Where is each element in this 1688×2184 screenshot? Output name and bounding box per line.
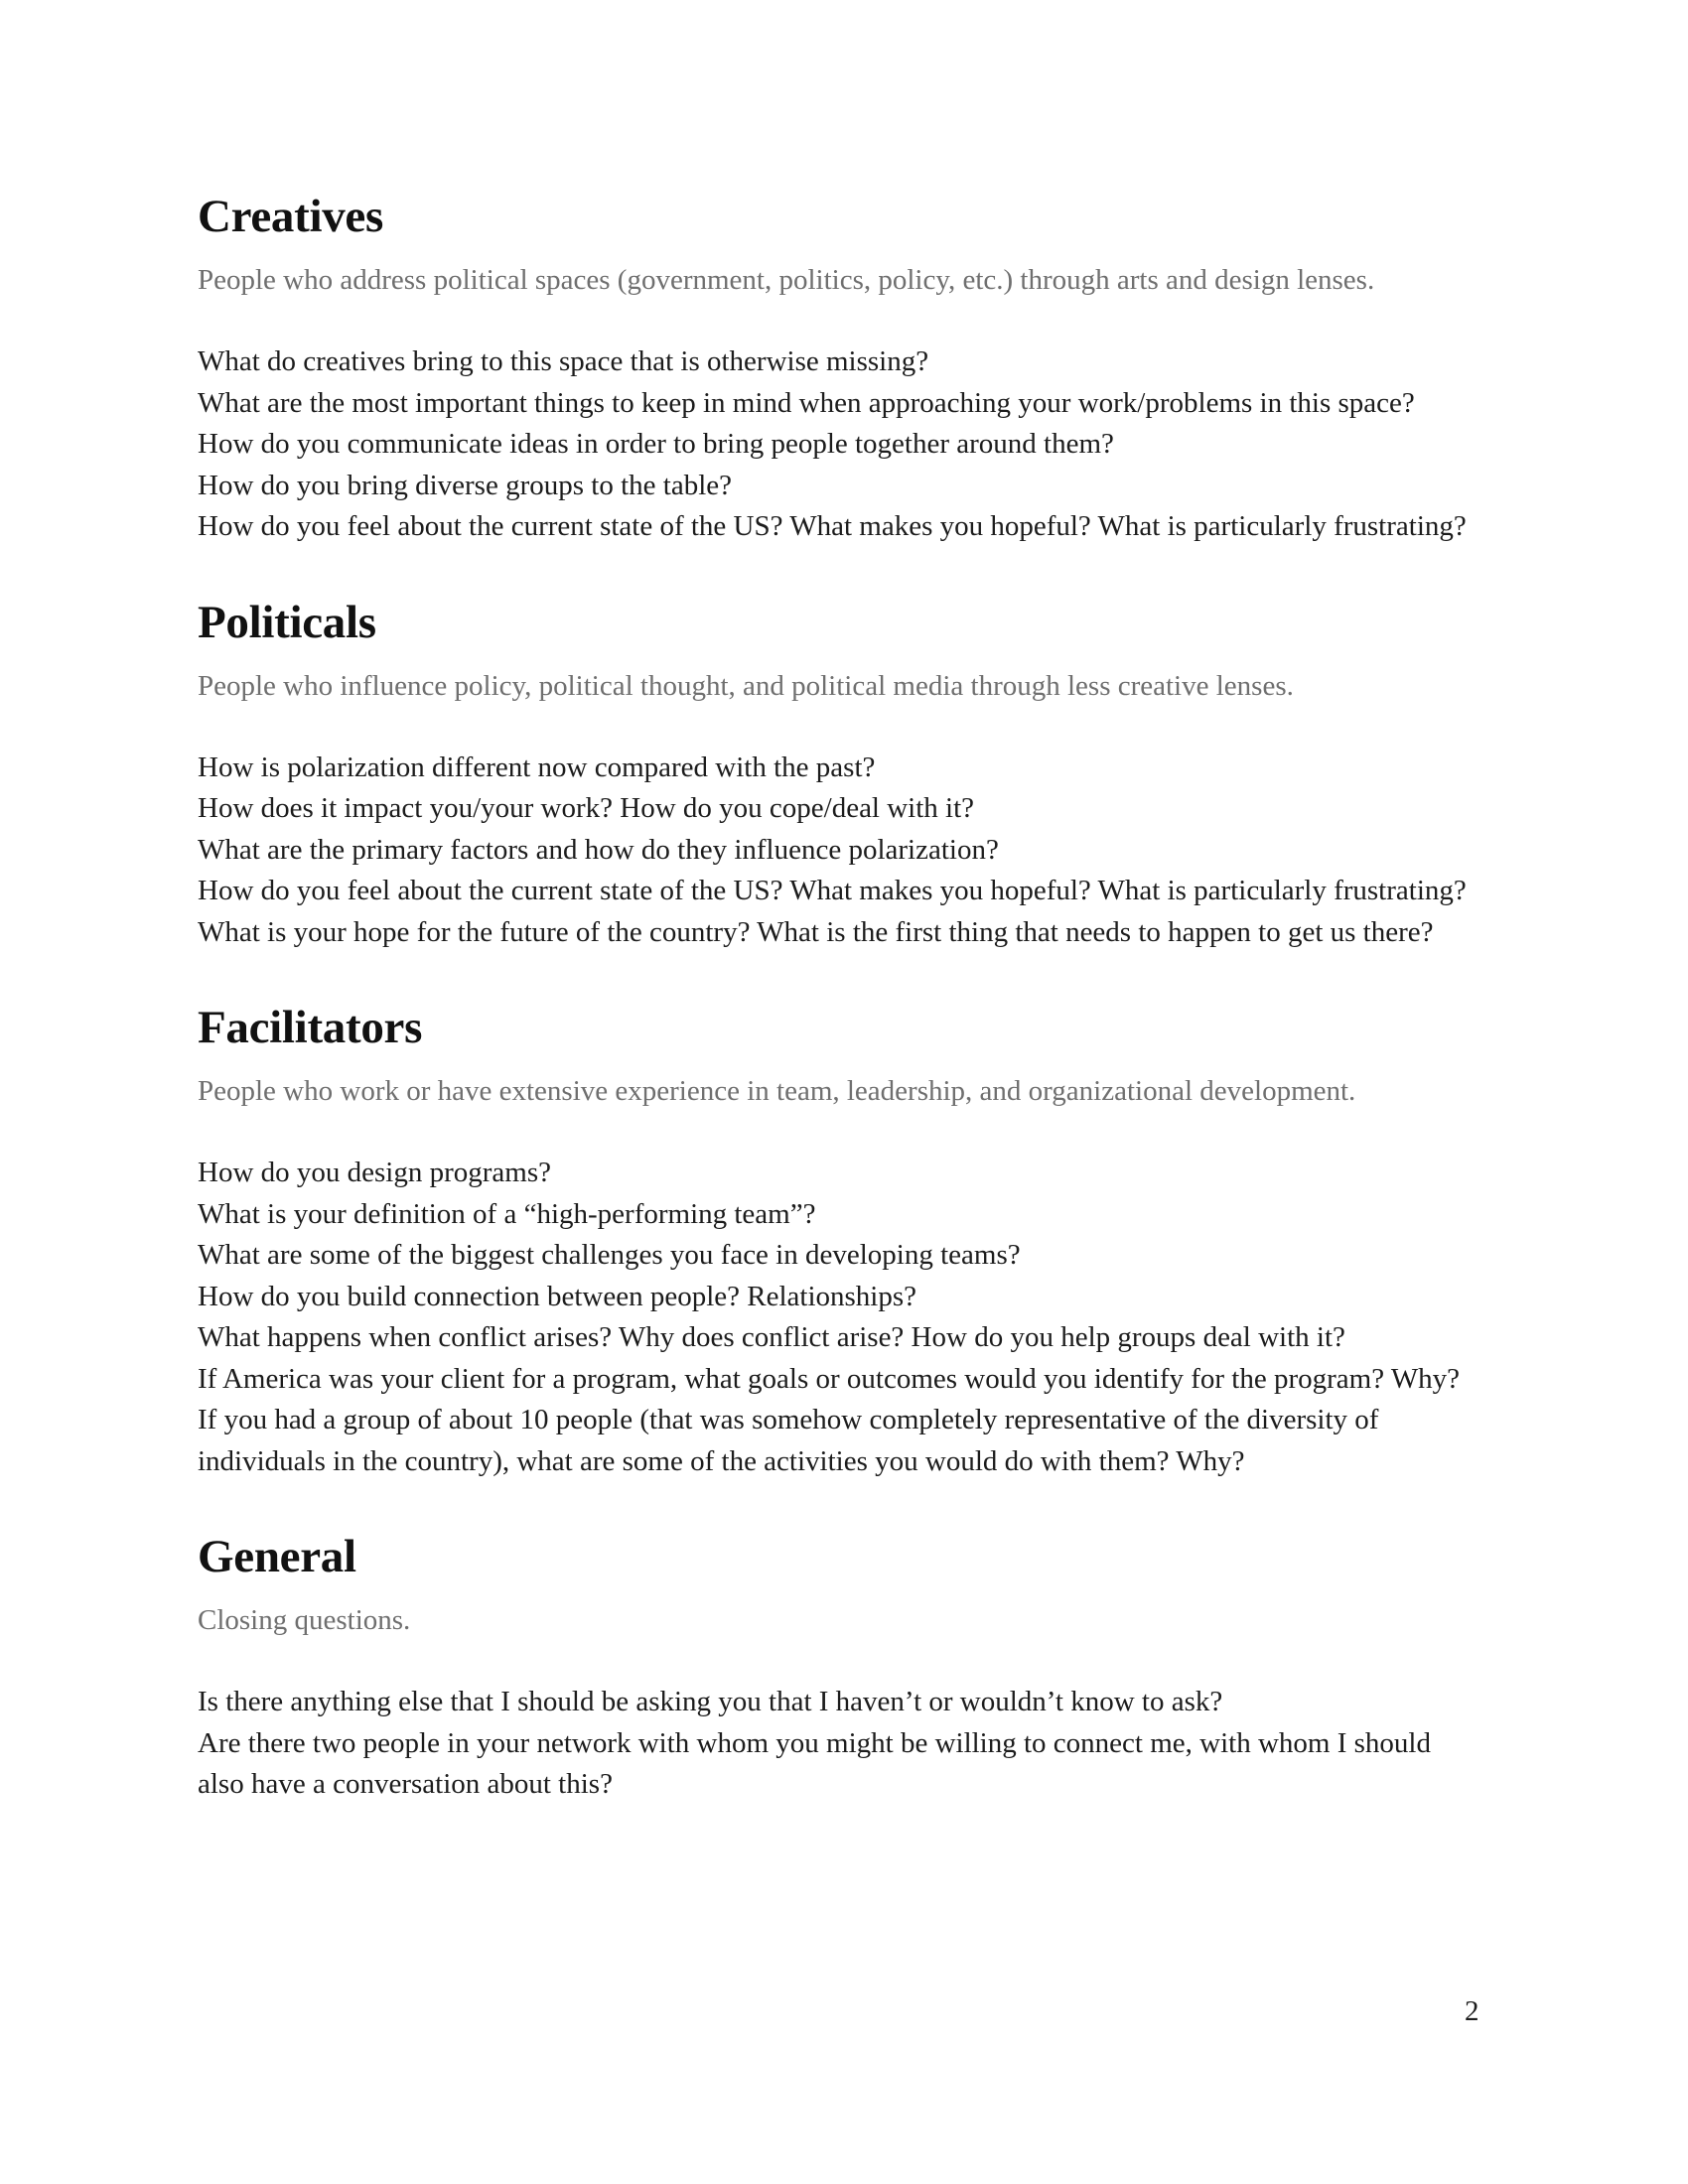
- question-item: How do you design programs?: [198, 1157, 552, 1188]
- question-item: What are some of the biggest challenges you face in developing teams?: [198, 1239, 1021, 1271]
- document-page: [198, 191, 1508, 1857]
- question-item: What happens when conflict arises? Why does conflict arise? How do you help groups deal with it?: [198, 1321, 1345, 1353]
- question-item: What is your definition of a “high-performing team”?: [198, 1197, 816, 1230]
- page-number: 2: [1465, 1995, 1479, 2027]
- question-item: If America was your client for a program, what goals or outcomes would you identify for the program? Why?: [198, 1362, 1461, 1395]
- question-item: What do creatives bring to this space that is otherwise missing?: [198, 345, 929, 377]
- question-item: What is your hope for the future of the country? What is the first thing that needs to happen to get us there?: [198, 915, 1434, 948]
- section-title: General: [198, 1531, 356, 1582]
- section-description: People who influence policy, political thought, and political media through less creative lenses.: [198, 669, 1294, 702]
- question-list: [198, 1153, 1508, 1482]
- question-item: How is polarization different now compared with the past?: [198, 751, 876, 783]
- section-title: Facilitators: [198, 1002, 423, 1053]
- question-list: [198, 748, 1508, 954]
- section-description: Closing questions.: [198, 1604, 411, 1636]
- question-item: If you had a group of about 10 people (that was somehow completely representative of the diversity of individuals in the country), what are some of the activities you would do with them? Why?: [198, 1404, 1379, 1477]
- section-title: Politicals: [198, 596, 376, 648]
- question-list: [198, 1682, 1508, 1806]
- section-politicals: [198, 596, 1508, 954]
- section-title: Creatives: [198, 191, 383, 242]
- question-list: [198, 341, 1508, 548]
- question-item: How do you feel about the current state of the US? What makes you hopeful? What is particularly frustrating?: [198, 875, 1467, 906]
- question-item: How do you build connection between people? Relationships?: [198, 1280, 917, 1312]
- question-item: Is there anything else that I should be asking you that I haven’t or wouldn’t know to ask?: [198, 1686, 1223, 1717]
- section-general: [198, 1531, 1508, 1806]
- question-item: What are the primary factors and how do they influence polarization?: [198, 833, 999, 866]
- section-facilitators: [198, 1002, 1508, 1482]
- section-description: People who work or have extensive experience in team, leadership, and organizational development.: [198, 1075, 1356, 1107]
- question-item: How does it impact you/your work? How do you cope/deal with it?: [198, 792, 975, 824]
- question-item: How do you communicate ideas in order to bring people together around them?: [198, 428, 1114, 460]
- question-item: What are the most important things to keep in mind when approaching your work/problems in this space?: [198, 386, 1415, 419]
- question-item: How do you bring diverse groups to the table?: [198, 469, 733, 501]
- question-item: How do you feel about the current state of the US? What makes you hopeful? What is particularly frustrating?: [198, 510, 1467, 542]
- section-description: People who address political spaces (government, politics, policy, etc.) through arts and design lenses.: [198, 264, 1375, 296]
- question-item: Are there two people in your network with whom you might be willing to connect me, with whom I should also have a conversation about this?: [198, 1726, 1431, 1800]
- section-creatives: [198, 191, 1508, 548]
